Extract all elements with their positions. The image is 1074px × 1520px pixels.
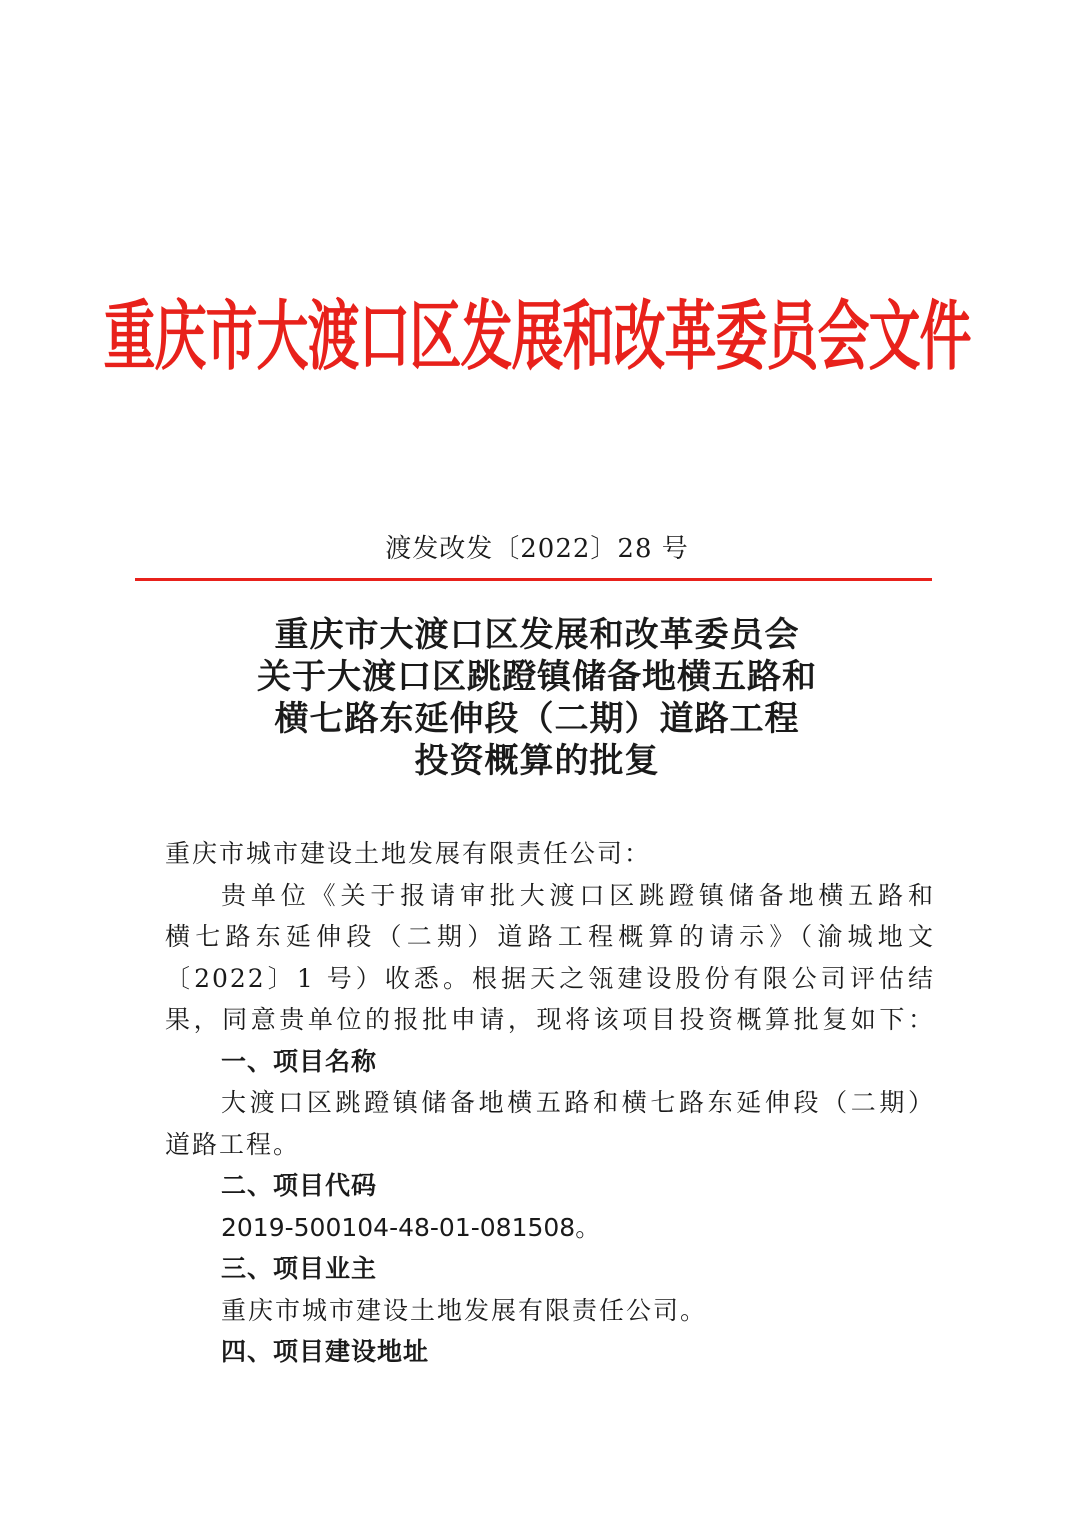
title-line-2: 关于大渡口区跳蹬镇储备地横五路和: [257, 657, 817, 697]
document-body: [165, 833, 935, 1373]
section-heading: 一、项目名称: [221, 1046, 378, 1076]
addressee: 重庆市城市建设土地发展有限责任公司：: [165, 839, 652, 868]
section-heading: 二、项目代码: [221, 1171, 378, 1200]
paragraph-line: 横七路东延伸段（二期）道路工程概算的请示》（渝城地文: [165, 922, 935, 951]
paragraph-line: 大渡口区跳蹬镇储备地横五路和横七路东延伸段（二期）: [221, 1088, 935, 1117]
paragraph-line: 果，同意贵单位的报批申请，现将该项目投资概算批复如下：: [165, 1005, 935, 1034]
document-number: 渡发改发〔2022〕28 号: [385, 534, 689, 564]
title-line-4: 投资概算的批复: [414, 741, 660, 781]
section-heading: 四、项目建设地址: [221, 1337, 430, 1366]
paragraph-line: 重庆市城市建设土地发展有限责任公司。: [221, 1295, 708, 1325]
project-code: 2019-500104-48-01-081508。: [221, 1212, 601, 1242]
paragraph-line: 道路工程。: [165, 1129, 301, 1159]
title-line-3: 横七路东延伸段（二期）道路工程: [274, 699, 800, 739]
title-line-1: 重庆市大渡口区发展和改革委员会: [274, 615, 800, 655]
section-heading: 三、项目业主: [221, 1254, 378, 1283]
masthead-title: 重庆市大渡口区发展和改革委员会文件: [103, 294, 971, 382]
red-divider: [135, 578, 932, 581]
paragraph-line: 〔2022〕1 号）收悉。根据天之瓴建设股份有限公司评估结: [165, 963, 935, 993]
document-title: [0, 614, 1074, 782]
paragraph-line: 贵单位《关于报请审批大渡口区跳蹬镇储备地横五路和: [221, 880, 935, 910]
